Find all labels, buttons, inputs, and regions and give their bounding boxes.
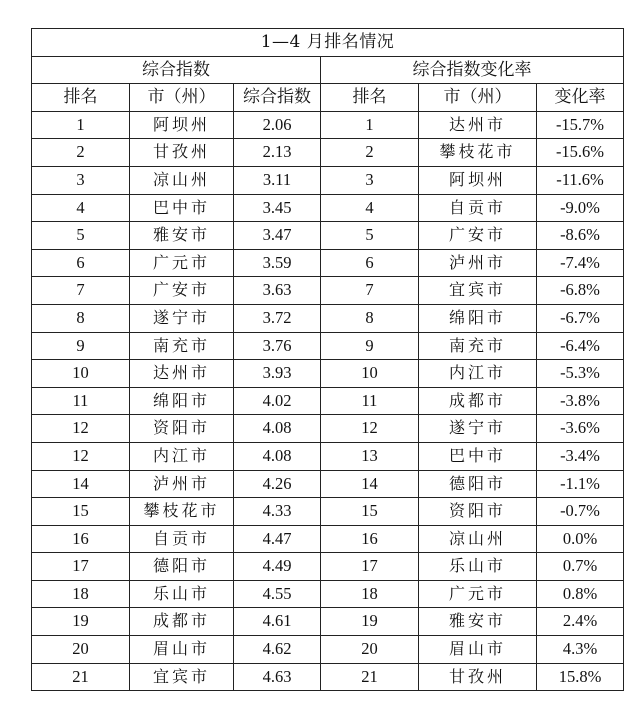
index-value-cell: 4.49 (234, 553, 321, 581)
change-rank-cell: 20 (321, 636, 419, 664)
table-row (32, 304, 624, 332)
rank-cell: 10 (32, 360, 130, 388)
city-cell: 资阳市 (130, 415, 234, 443)
change-city-cell: 自贡市 (419, 194, 537, 222)
table-row (32, 194, 624, 222)
change-rank-cell: 13 (321, 442, 419, 470)
change-value-cell: -8.6% (537, 222, 624, 250)
change-city-cell: 南充市 (419, 332, 537, 360)
rank-cell: 19 (32, 608, 130, 636)
table-row (32, 249, 624, 277)
change-value-cell: -11.6% (537, 166, 624, 194)
change-city-cell: 巴中市 (419, 442, 537, 470)
change-value-cell: -3.4% (537, 442, 624, 470)
table-row (32, 580, 624, 608)
change-city-cell: 宜宾市 (419, 277, 537, 305)
city-cell: 成都市 (130, 608, 234, 636)
index-value-cell: 3.47 (234, 222, 321, 250)
city-cell: 攀枝花市 (130, 498, 234, 526)
change-value-cell: -7.4% (537, 249, 624, 277)
group-header-index: 综合指数 (32, 56, 321, 84)
change-value-cell: 0.0% (537, 525, 624, 553)
change-city-cell: 攀枝花市 (419, 139, 537, 167)
rank-cell: 8 (32, 304, 130, 332)
index-value-cell: 4.62 (234, 636, 321, 664)
change-rank-cell: 8 (321, 304, 419, 332)
index-value-cell: 3.45 (234, 194, 321, 222)
table-row (32, 608, 624, 636)
change-value-cell: 4.3% (537, 636, 624, 664)
change-value-cell: -3.8% (537, 387, 624, 415)
change-rank-cell: 15 (321, 498, 419, 526)
city-cell: 雅安市 (130, 222, 234, 250)
table-row (32, 111, 624, 139)
change-rank-cell: 1 (321, 111, 419, 139)
change-value-cell: -0.7% (537, 498, 624, 526)
change-rank-cell: 11 (321, 387, 419, 415)
change-city-cell: 绵阳市 (419, 304, 537, 332)
change-value-cell: -1.1% (537, 470, 624, 498)
index-value-cell: 3.72 (234, 304, 321, 332)
change-value-cell: -6.7% (537, 304, 624, 332)
city-cell: 内江市 (130, 442, 234, 470)
change-value-cell: -6.8% (537, 277, 624, 305)
table-row (32, 387, 624, 415)
change-city-cell: 雅安市 (419, 608, 537, 636)
table-row (32, 222, 624, 250)
table-row (32, 360, 624, 388)
rank-cell: 9 (32, 332, 130, 360)
change-city-cell: 资阳市 (419, 498, 537, 526)
city-cell: 阿坝州 (130, 111, 234, 139)
change-rank-cell: 21 (321, 663, 419, 691)
change-rank-cell: 5 (321, 222, 419, 250)
rank-cell: 18 (32, 580, 130, 608)
change-rank-cell: 12 (321, 415, 419, 443)
ranking-table (31, 28, 624, 691)
table-row (32, 166, 624, 194)
city-cell: 凉山州 (130, 166, 234, 194)
rank-cell: 12 (32, 415, 130, 443)
change-city-cell: 阿坝州 (419, 166, 537, 194)
rank-cell: 20 (32, 636, 130, 664)
index-value-cell: 4.61 (234, 608, 321, 636)
city-cell: 乐山市 (130, 580, 234, 608)
index-value-cell: 4.08 (234, 415, 321, 443)
table-row (32, 553, 624, 581)
city-cell: 德阳市 (130, 553, 234, 581)
change-rank-cell: 17 (321, 553, 419, 581)
table-title: 1—4 月排名情况 (32, 29, 624, 57)
change-city-cell: 乐山市 (419, 553, 537, 581)
city-cell: 达州市 (130, 360, 234, 388)
city-cell: 绵阳市 (130, 387, 234, 415)
rank-cell: 21 (32, 663, 130, 691)
title-row (32, 29, 624, 57)
change-rank-cell: 19 (321, 608, 419, 636)
change-city-cell: 眉山市 (419, 636, 537, 664)
rank-cell: 12 (32, 442, 130, 470)
city-cell: 甘孜州 (130, 139, 234, 167)
rank-cell: 6 (32, 249, 130, 277)
city-cell: 巴中市 (130, 194, 234, 222)
index-value-cell: 2.06 (234, 111, 321, 139)
rank-cell: 7 (32, 277, 130, 305)
column-header-index: 综合指数 (234, 84, 321, 112)
column-header-row (32, 84, 624, 112)
rank-cell: 17 (32, 553, 130, 581)
city-cell: 广安市 (130, 277, 234, 305)
city-cell: 南充市 (130, 332, 234, 360)
rank-cell: 3 (32, 166, 130, 194)
group-header-change: 综合指数变化率 (321, 56, 624, 84)
table-row (32, 277, 624, 305)
index-value-cell: 3.63 (234, 277, 321, 305)
table-row (32, 636, 624, 664)
table-row (32, 139, 624, 167)
change-city-cell: 德阳市 (419, 470, 537, 498)
change-rank-cell: 9 (321, 332, 419, 360)
change-rank-cell: 2 (321, 139, 419, 167)
rank-cell: 14 (32, 470, 130, 498)
change-value-cell: 15.8% (537, 663, 624, 691)
change-rank-cell: 4 (321, 194, 419, 222)
change-value-cell: 0.7% (537, 553, 624, 581)
index-value-cell: 2.13 (234, 139, 321, 167)
change-rank-cell: 7 (321, 277, 419, 305)
rank-cell: 16 (32, 525, 130, 553)
index-value-cell: 3.11 (234, 166, 321, 194)
change-city-cell: 遂宁市 (419, 415, 537, 443)
group-header-row (32, 56, 624, 84)
change-city-cell: 广安市 (419, 222, 537, 250)
change-city-cell: 达州市 (419, 111, 537, 139)
city-cell: 广元市 (130, 249, 234, 277)
city-cell: 泸州市 (130, 470, 234, 498)
index-value-cell: 3.76 (234, 332, 321, 360)
city-cell: 宜宾市 (130, 663, 234, 691)
rank-cell: 4 (32, 194, 130, 222)
index-value-cell: 3.93 (234, 360, 321, 388)
table-body (32, 111, 624, 690)
table-row (32, 442, 624, 470)
table-row (32, 415, 624, 443)
rank-cell: 11 (32, 387, 130, 415)
change-rank-cell: 10 (321, 360, 419, 388)
column-header-rank2: 排名 (321, 84, 419, 112)
change-value-cell: -5.3% (537, 360, 624, 388)
index-value-cell: 4.63 (234, 663, 321, 691)
rank-cell: 15 (32, 498, 130, 526)
column-header-change: 变化率 (537, 84, 624, 112)
index-value-cell: 4.47 (234, 525, 321, 553)
column-header-city: 市（州） (130, 84, 234, 112)
city-cell: 遂宁市 (130, 304, 234, 332)
rank-cell: 5 (32, 222, 130, 250)
index-value-cell: 4.55 (234, 580, 321, 608)
change-value-cell: 0.8% (537, 580, 624, 608)
table-row (32, 332, 624, 360)
change-rank-cell: 14 (321, 470, 419, 498)
change-city-cell: 广元市 (419, 580, 537, 608)
change-city-cell: 凉山州 (419, 525, 537, 553)
column-header-city2: 市（州） (419, 84, 537, 112)
change-rank-cell: 18 (321, 580, 419, 608)
change-city-cell: 甘孜州 (419, 663, 537, 691)
city-cell: 眉山市 (130, 636, 234, 664)
change-city-cell: 泸州市 (419, 249, 537, 277)
table-row (32, 498, 624, 526)
index-value-cell: 3.59 (234, 249, 321, 277)
index-value-cell: 4.26 (234, 470, 321, 498)
change-city-cell: 成都市 (419, 387, 537, 415)
change-value-cell: -3.6% (537, 415, 624, 443)
change-rank-cell: 6 (321, 249, 419, 277)
change-rank-cell: 16 (321, 525, 419, 553)
rank-cell: 1 (32, 111, 130, 139)
change-value-cell: -6.4% (537, 332, 624, 360)
column-header-rank: 排名 (32, 84, 130, 112)
change-value-cell: -9.0% (537, 194, 624, 222)
index-value-cell: 4.33 (234, 498, 321, 526)
table-row (32, 470, 624, 498)
table-row (32, 663, 624, 691)
change-rank-cell: 3 (321, 166, 419, 194)
index-value-cell: 4.02 (234, 387, 321, 415)
rank-cell: 2 (32, 139, 130, 167)
change-value-cell: -15.7% (537, 111, 624, 139)
change-city-cell: 内江市 (419, 360, 537, 388)
change-value-cell: 2.4% (537, 608, 624, 636)
city-cell: 自贡市 (130, 525, 234, 553)
table-row (32, 525, 624, 553)
change-value-cell: -15.6% (537, 139, 624, 167)
index-value-cell: 4.08 (234, 442, 321, 470)
